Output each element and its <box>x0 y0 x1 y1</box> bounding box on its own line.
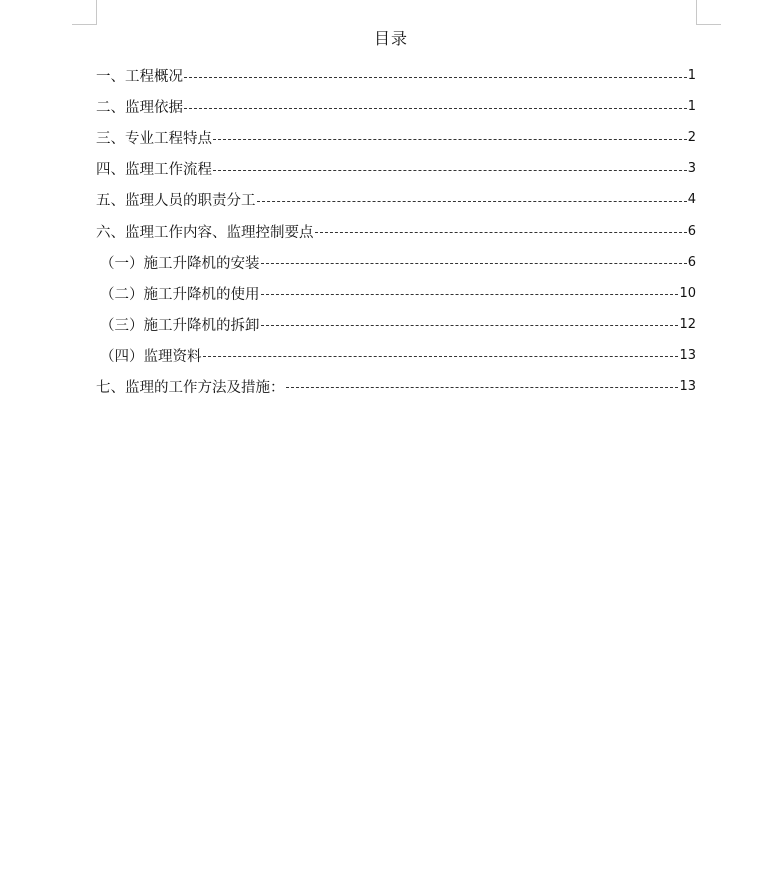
toc-entry[interactable] <box>96 215 696 246</box>
toc-page-number: 2 <box>687 130 696 146</box>
toc-entry-label: 三、专业工程特点 <box>96 131 212 148</box>
top-left-crop-mark <box>72 0 97 25</box>
toc-page-number: 1 <box>687 99 696 115</box>
toc-entry-label: 一、工程概况 <box>96 69 183 86</box>
toc-dot-leader <box>261 263 687 264</box>
toc-entry-label: 二、监理依据 <box>96 100 183 117</box>
toc-dot-leader <box>184 77 687 78</box>
toc-dot-leader <box>257 201 687 202</box>
toc-entry[interactable] <box>96 60 696 91</box>
toc-dot-leader <box>315 232 687 233</box>
toc-subentry[interactable] <box>96 278 696 309</box>
top-right-crop-mark <box>696 0 721 25</box>
toc-page-number: 4 <box>687 192 696 208</box>
toc-dot-leader <box>213 139 687 140</box>
toc-page-number: 6 <box>687 223 696 239</box>
toc-entry[interactable] <box>96 122 696 153</box>
toc-entry-label: （三）施工升降机的拆卸 <box>100 317 260 334</box>
toc-entry-label: 七、监理的工作方法及措施： <box>96 379 285 396</box>
toc-page-number: 12 <box>679 316 696 332</box>
toc-dot-leader <box>261 294 679 295</box>
toc-dot-leader <box>261 325 679 326</box>
toc-dot-leader <box>184 108 687 109</box>
toc-dot-leader <box>203 356 679 357</box>
toc-page-number: 6 <box>687 254 696 270</box>
toc-subentry[interactable] <box>96 247 696 278</box>
toc-entry[interactable] <box>96 153 696 184</box>
toc-page-number: 13 <box>679 347 696 363</box>
toc-title: 目录 <box>373 29 408 48</box>
toc-entry-label: 六、监理工作内容、监理控制要点 <box>96 224 314 241</box>
toc-entry[interactable] <box>96 371 696 402</box>
toc-subentry[interactable] <box>96 340 696 371</box>
toc-entry[interactable] <box>96 184 696 215</box>
toc-subentry[interactable] <box>96 309 696 340</box>
toc-entry-label: （二）施工升降机的使用 <box>100 286 260 303</box>
toc-page-number: 10 <box>679 285 696 301</box>
toc-entry-label: 五、监理人员的职责分工 <box>96 193 256 210</box>
toc-entry-label: 四、监理工作流程 <box>96 162 212 179</box>
toc-entry-label: （一）施工升降机的安装 <box>100 255 260 272</box>
toc-entry[interactable] <box>96 91 696 122</box>
toc-dot-leader <box>213 170 687 171</box>
table-of-contents <box>96 60 696 402</box>
toc-page-number: 3 <box>687 161 696 177</box>
toc-entry-label: （四）监理资料 <box>100 348 202 365</box>
toc-page-number: 1 <box>687 68 696 84</box>
toc-dot-leader <box>286 387 679 388</box>
toc-page-number: 13 <box>679 378 696 394</box>
